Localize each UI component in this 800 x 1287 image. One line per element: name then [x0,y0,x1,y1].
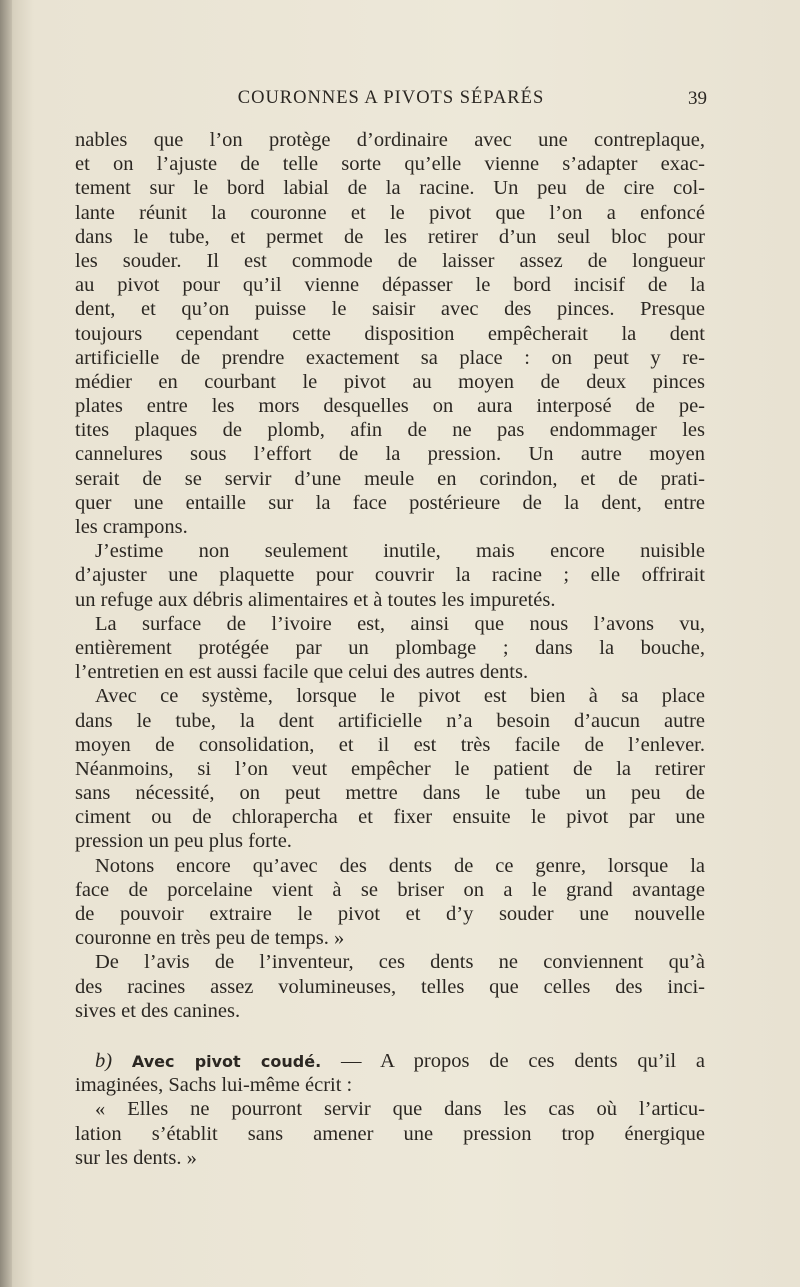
paragraph-p1 [75,128,705,539]
text-line: quer une entaille sur la face postérieure de la dent, entre [75,491,705,514]
text-line: plates entre les mors desquelles on aura interposé de pe- [75,395,705,418]
text-line: médier en courbant le pivot au moyen de deux pinces [75,370,705,393]
section-b-dash: — [321,1049,381,1072]
section-b-first-line-text: A propos de ces dents qu’il a [380,1049,706,1072]
section-b-heading: Avec pivot coudé. [131,1051,322,1071]
text-line: ciment ou de chlorapercha et fixer ensuite le pivot par une [75,806,705,829]
section-b-first-line [75,1049,705,1073]
text-line: De l’avis de l’inventeur, ces dents ne conviennent qu’à [95,951,705,974]
text-line: des racines assez volumineuses, telles que celles des inci- [75,975,705,998]
text-line: toujours cependant cette disposition empêcherait la dent [75,322,705,345]
text-line: entièrement protégée par un plombage ; dans la bouche, [75,636,705,659]
paragraph-p2 [75,539,705,612]
text-line: les crampons. [75,516,188,538]
text-line: Avec ce système, lorsque le pivot est bien à sa place [95,685,705,708]
text-line: serait de se servir d’une meule en corindon, et de prati- [75,467,705,490]
text-line: couronne en très peu de temps. » [75,927,345,950]
text-line: de pouvoir extraire le pivot et d’y souder une nouvelle [75,903,705,925]
paragraph-p5 [75,854,705,951]
text-line: face de porcelaine vient à se briser on a le grand avantage [75,878,705,901]
binding-edge [0,0,12,1287]
text-line: Notons encore qu’avec des dents de ce genre, lorsque la [95,854,705,877]
page-number: 39 [688,88,707,109]
running-head [75,88,707,112]
text-line: d’ajuster une plaquette pour couvrir la racine ; elle offrirait [75,564,705,587]
text-line: Néanmoins, si l’on veut empêcher le patient de la retirer [75,757,705,780]
text-line: lante réunit la couronne et le pivot que l’on a enfoncé [75,201,705,224]
text-line: nables que l’on protège d’ordinaire avec une contreplaque, [75,129,705,151]
quote-line: sur les dents. » [75,1146,197,1169]
text-line: dans le tube, la dent artificielle n’a besoin d’aucun autre [75,709,705,732]
text-line: les souder. Il est commode de laisser assez de longueur [75,249,705,272]
paragraphs [75,128,705,1023]
section-gap [75,1023,705,1049]
text-line: dans le tube, et permet de les retirer d’un seul bloc pour [75,225,705,248]
paragraph-p4 [75,684,705,853]
section-b [75,1049,705,1170]
running-title: COURONNES A PIVOTS SÉPARÉS [237,88,545,108]
text-line: J’estime non seulement inutile, mais encore nuisible [95,540,705,563]
text-line: sans nécessité, on peut mettre dans le tube un peu de [75,782,705,805]
quote-line: lation s’établit sans amener une pression trop énergique [75,1122,705,1145]
text-line: tites plaques de plomb, afin de ne pas endommager les [75,419,705,442]
text-line: au pivot pour qu’il vienne dépasser le bord incisif de la [75,274,705,297]
text-line: tement sur le bord labial de la racine. Un peu de cire col- [75,177,705,200]
text-line: artificielle de prendre exactement sa place : on peut y re- [75,346,705,369]
paragraph-p3 [75,612,705,685]
text-line: un refuge aux débris alimentaires et à toutes les impuretés. [75,588,556,611]
text-line: La surface de l’ivoire est, ainsi que nous l’avons vu, [95,612,705,635]
section-b-line: imaginées, Sachs lui-même écrit : [75,1074,353,1097]
text-line: sives et des canines. [75,999,241,1022]
quote-line: « Elles ne pourront servir que dans les cas où l’articu- [95,1098,705,1121]
text-line: cannelures sous l’effort de la pression. Un autre moyen [75,443,705,466]
text-line: et on l’ajuste de telle sorte qu’elle vienne s’adapter exac- [75,153,705,176]
text-line: l’entretien en est aussi facile que celui des autres dents. [75,661,529,684]
section-b-marker: b) [95,1049,113,1072]
body-text [75,128,705,1170]
paragraph-p6 [75,950,705,1023]
text-line: pression un peu plus forte. [75,830,292,853]
text-line: moyen de consolidation, et il est très facile de l’enlever. [75,733,705,756]
text-line: dent, et qu’on puisse le saisir avec des pinces. Presque [75,298,705,321]
